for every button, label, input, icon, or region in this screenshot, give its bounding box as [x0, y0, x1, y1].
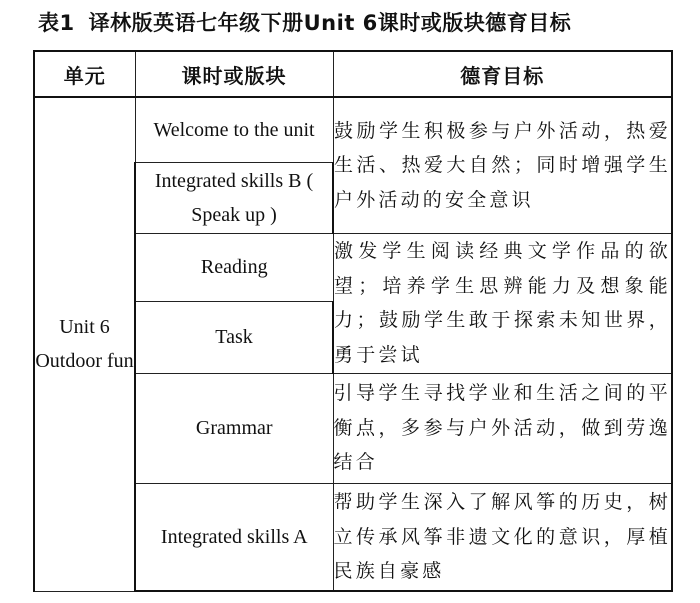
table-caption-label: 表1	[38, 11, 75, 35]
moral-goals-table	[33, 50, 673, 592]
table-row	[34, 97, 672, 162]
lesson-cell: Integrated skills A	[135, 483, 333, 591]
lesson-cell: Grammar	[135, 373, 333, 483]
header-unit: 单元	[34, 51, 135, 97]
goal-cell: 引导学生寻找学业和生活之间的平衡点，多参与户外活动，做到劳逸结合	[333, 373, 672, 483]
table-caption	[32, 6, 672, 40]
unit-cell: Unit 6 Outdoor fun	[34, 97, 135, 591]
goal-cell: 鼓励学生积极参与户外活动，热爱生活、热爱大自然；同时增强学生户外活动的安全意识	[333, 97, 672, 233]
lesson-cell: Reading	[135, 233, 333, 301]
header-lesson: 课时或版块	[135, 51, 333, 97]
lesson-cell: Task	[135, 301, 333, 373]
lesson-cell: Welcome to the unit	[135, 97, 333, 162]
header-goal: 德育目标	[333, 51, 672, 97]
lesson-cell: Integrated skills B ( Speak up )	[135, 162, 333, 233]
goal-cell: 激发学生阅读经典文学作品的欲望；培养学生思辨能力及想象能力；鼓励学生敢于探索未知世界，勇于尝试	[333, 233, 672, 373]
table-caption-text: 译林版英语七年级下册Unit 6课时或版块德育目标	[88, 11, 572, 35]
goal-cell: 帮助学生深入了解风筝的历史，树立传承风筝非遗文化的意识，厚植民族自豪感	[333, 483, 672, 591]
table-header-row	[34, 51, 672, 97]
